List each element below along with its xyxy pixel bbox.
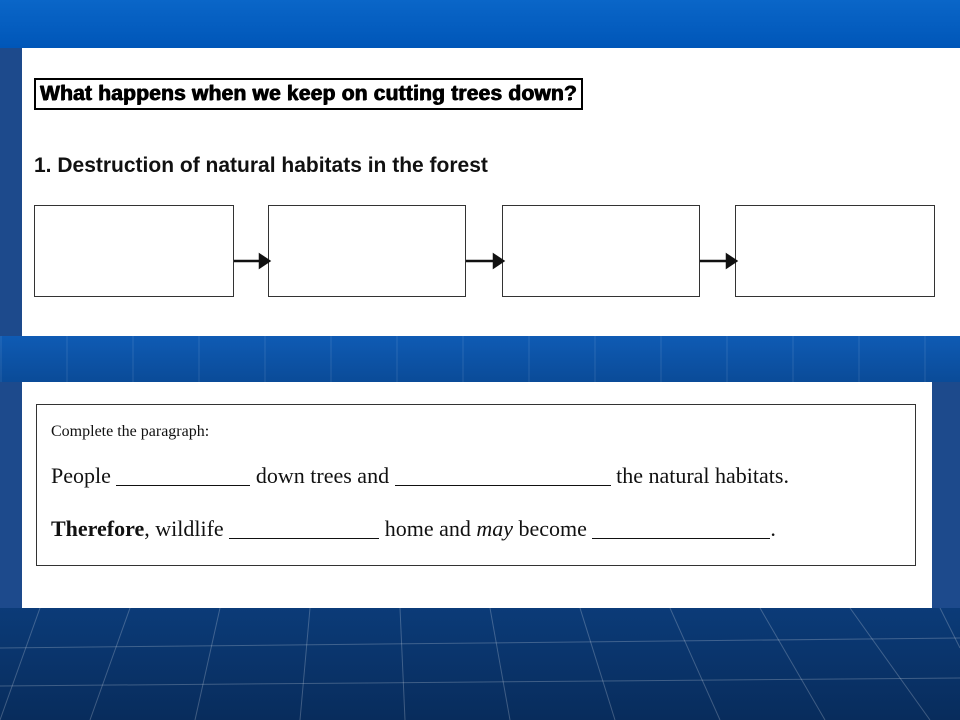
paragraph-line-1 [51,463,789,489]
slide-middle-band [0,336,960,382]
worksheet-panel-bottom [22,382,932,608]
line1-text-2: down trees and [255,463,390,488]
flow-arrow-2-head [494,255,503,267]
flow-arrow-1-head [260,255,269,267]
paragraph-box [36,404,916,566]
question-heading: What happens when we keep on cutting trees down? [34,78,583,110]
paragraph-line-2 [51,516,776,542]
line2-italic-word: may [476,516,514,541]
blank-1[interactable] [116,463,250,486]
slide-top-bar [0,0,960,48]
blank-3[interactable] [229,516,379,539]
blank-2[interactable] [395,463,611,486]
line1-text-1: People [51,463,111,488]
slide-bottom-background [0,608,960,720]
line2-bold-word: Therefore [51,516,145,541]
flow-arrows [22,48,960,336]
section-heading: 1. Destruction of natural habitats in the forest [34,154,488,177]
line2-text-1: , wildlife [144,516,224,541]
background-grid-lines [0,608,960,720]
line2-text-3: become [518,516,587,541]
flow-arrow-3-head [727,255,736,267]
line2-text-4: . [770,516,776,541]
line2-text-2: home and [384,516,471,541]
worksheet-panel-top [22,48,960,336]
paragraph-instruction: Complete the paragraph: [51,423,210,440]
blank-4[interactable] [592,516,770,539]
line1-text-3: the natural habitats. [616,463,789,488]
